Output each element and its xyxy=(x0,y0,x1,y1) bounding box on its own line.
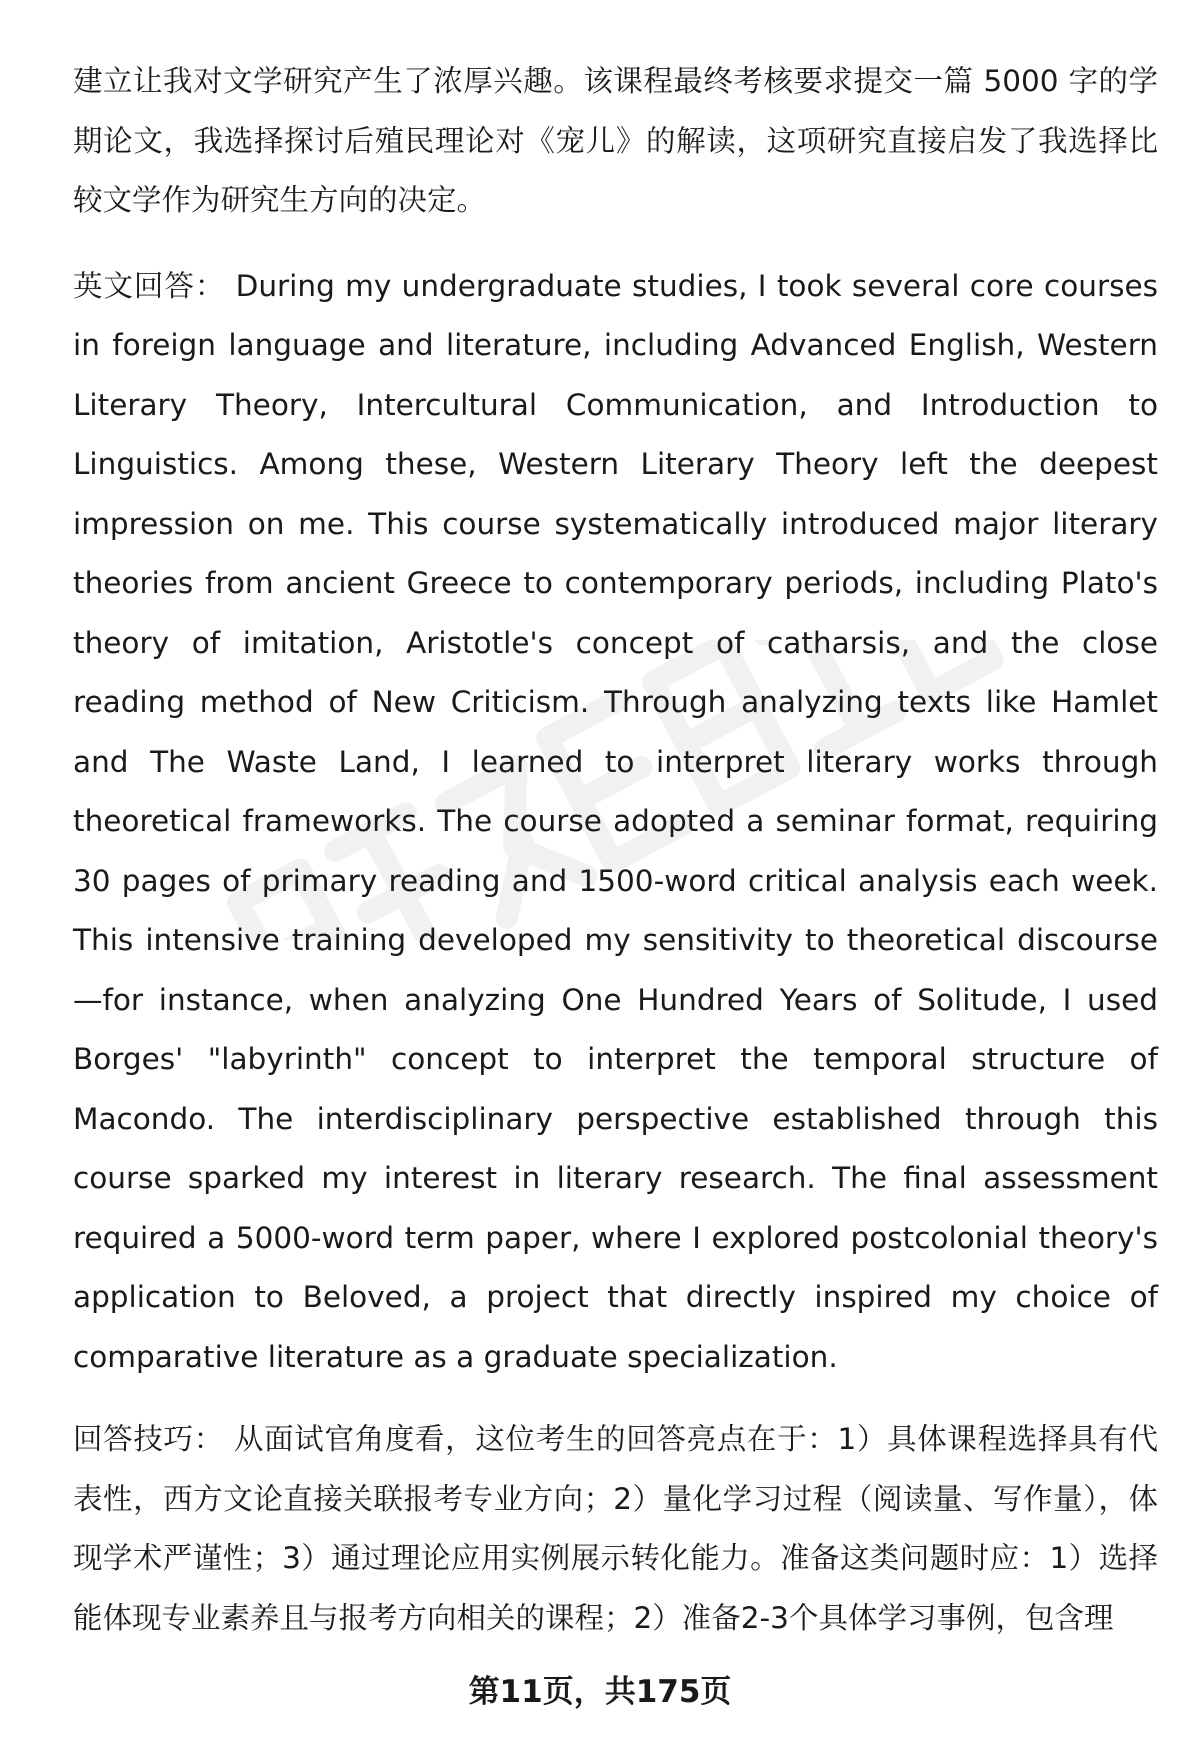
english-answer-label: 英文回答： xyxy=(73,268,226,303)
paragraph-english-answer xyxy=(73,257,1158,1388)
page-number-footer: 第11页，共175页 xyxy=(468,1674,732,1710)
paragraph-answer-tips xyxy=(73,1410,1158,1648)
answer-tips-label: 回答技巧： xyxy=(73,1422,224,1456)
paragraph-chinese-intro: 建立让我对文学研究产生了浓厚兴趣。该课程最终考核要求提交一篇 5000 字的学期论文，我选择探讨后殖民理论对《宠儿》的解读，这项研究直接启发了我选择比较文学作为研究生方向的决定。 xyxy=(73,64,1158,217)
page-content xyxy=(73,52,1158,1648)
answer-tips-text: 从面试官角度看，这位考生的回答亮点在于：1）具体课程选择具有代表性，西方文论直接关联报考专业方向；2）量化学习过程（阅读量、写作量），体现学术严谨性；3）通过理论应用实例展示转化能力。准备这类问题时应：1）选择能体现专业素养且与报考方向相关的课程；2）准备2-3个具体学习事例，包含理 xyxy=(73,1422,1158,1635)
english-answer-text: During my undergraduate studies, I took several core courses in foreign language and literature, including Advanced English, Western Literary Theory, Intercultural Communication, and Introduction to Linguistics. Among these, Western Literary Theory left the deepest impression on me. This course systematically introduced major literary theories from ancient Greece to contemporary periods, including Plato's theory of imitation, Aristotle's concept of catharsis, and the close reading method of New Criticism. Through analyzing texts like Hamlet and The Waste Land, I learned to interpret literary works through theoretical frameworks. The course adopted a seminar format, requiring 30 pages of primary reading and 1500-word critical analysis each week. This intensive training developed my sensitivity to theoretical discourse—for instance, when analyzing One Hundred Years of Solitude, I used Borges' "labyrinth" concept to interpret the temporal structure of Macondo. The interdisciplinary perspective established through this course sparked my interest in literary research. The final assessment required a 5000-word term paper, where I explored postcolonial theory's application to Beloved, a project that directly inspired my choice of comparative literature as a graduate specialization. xyxy=(73,268,1158,1374)
